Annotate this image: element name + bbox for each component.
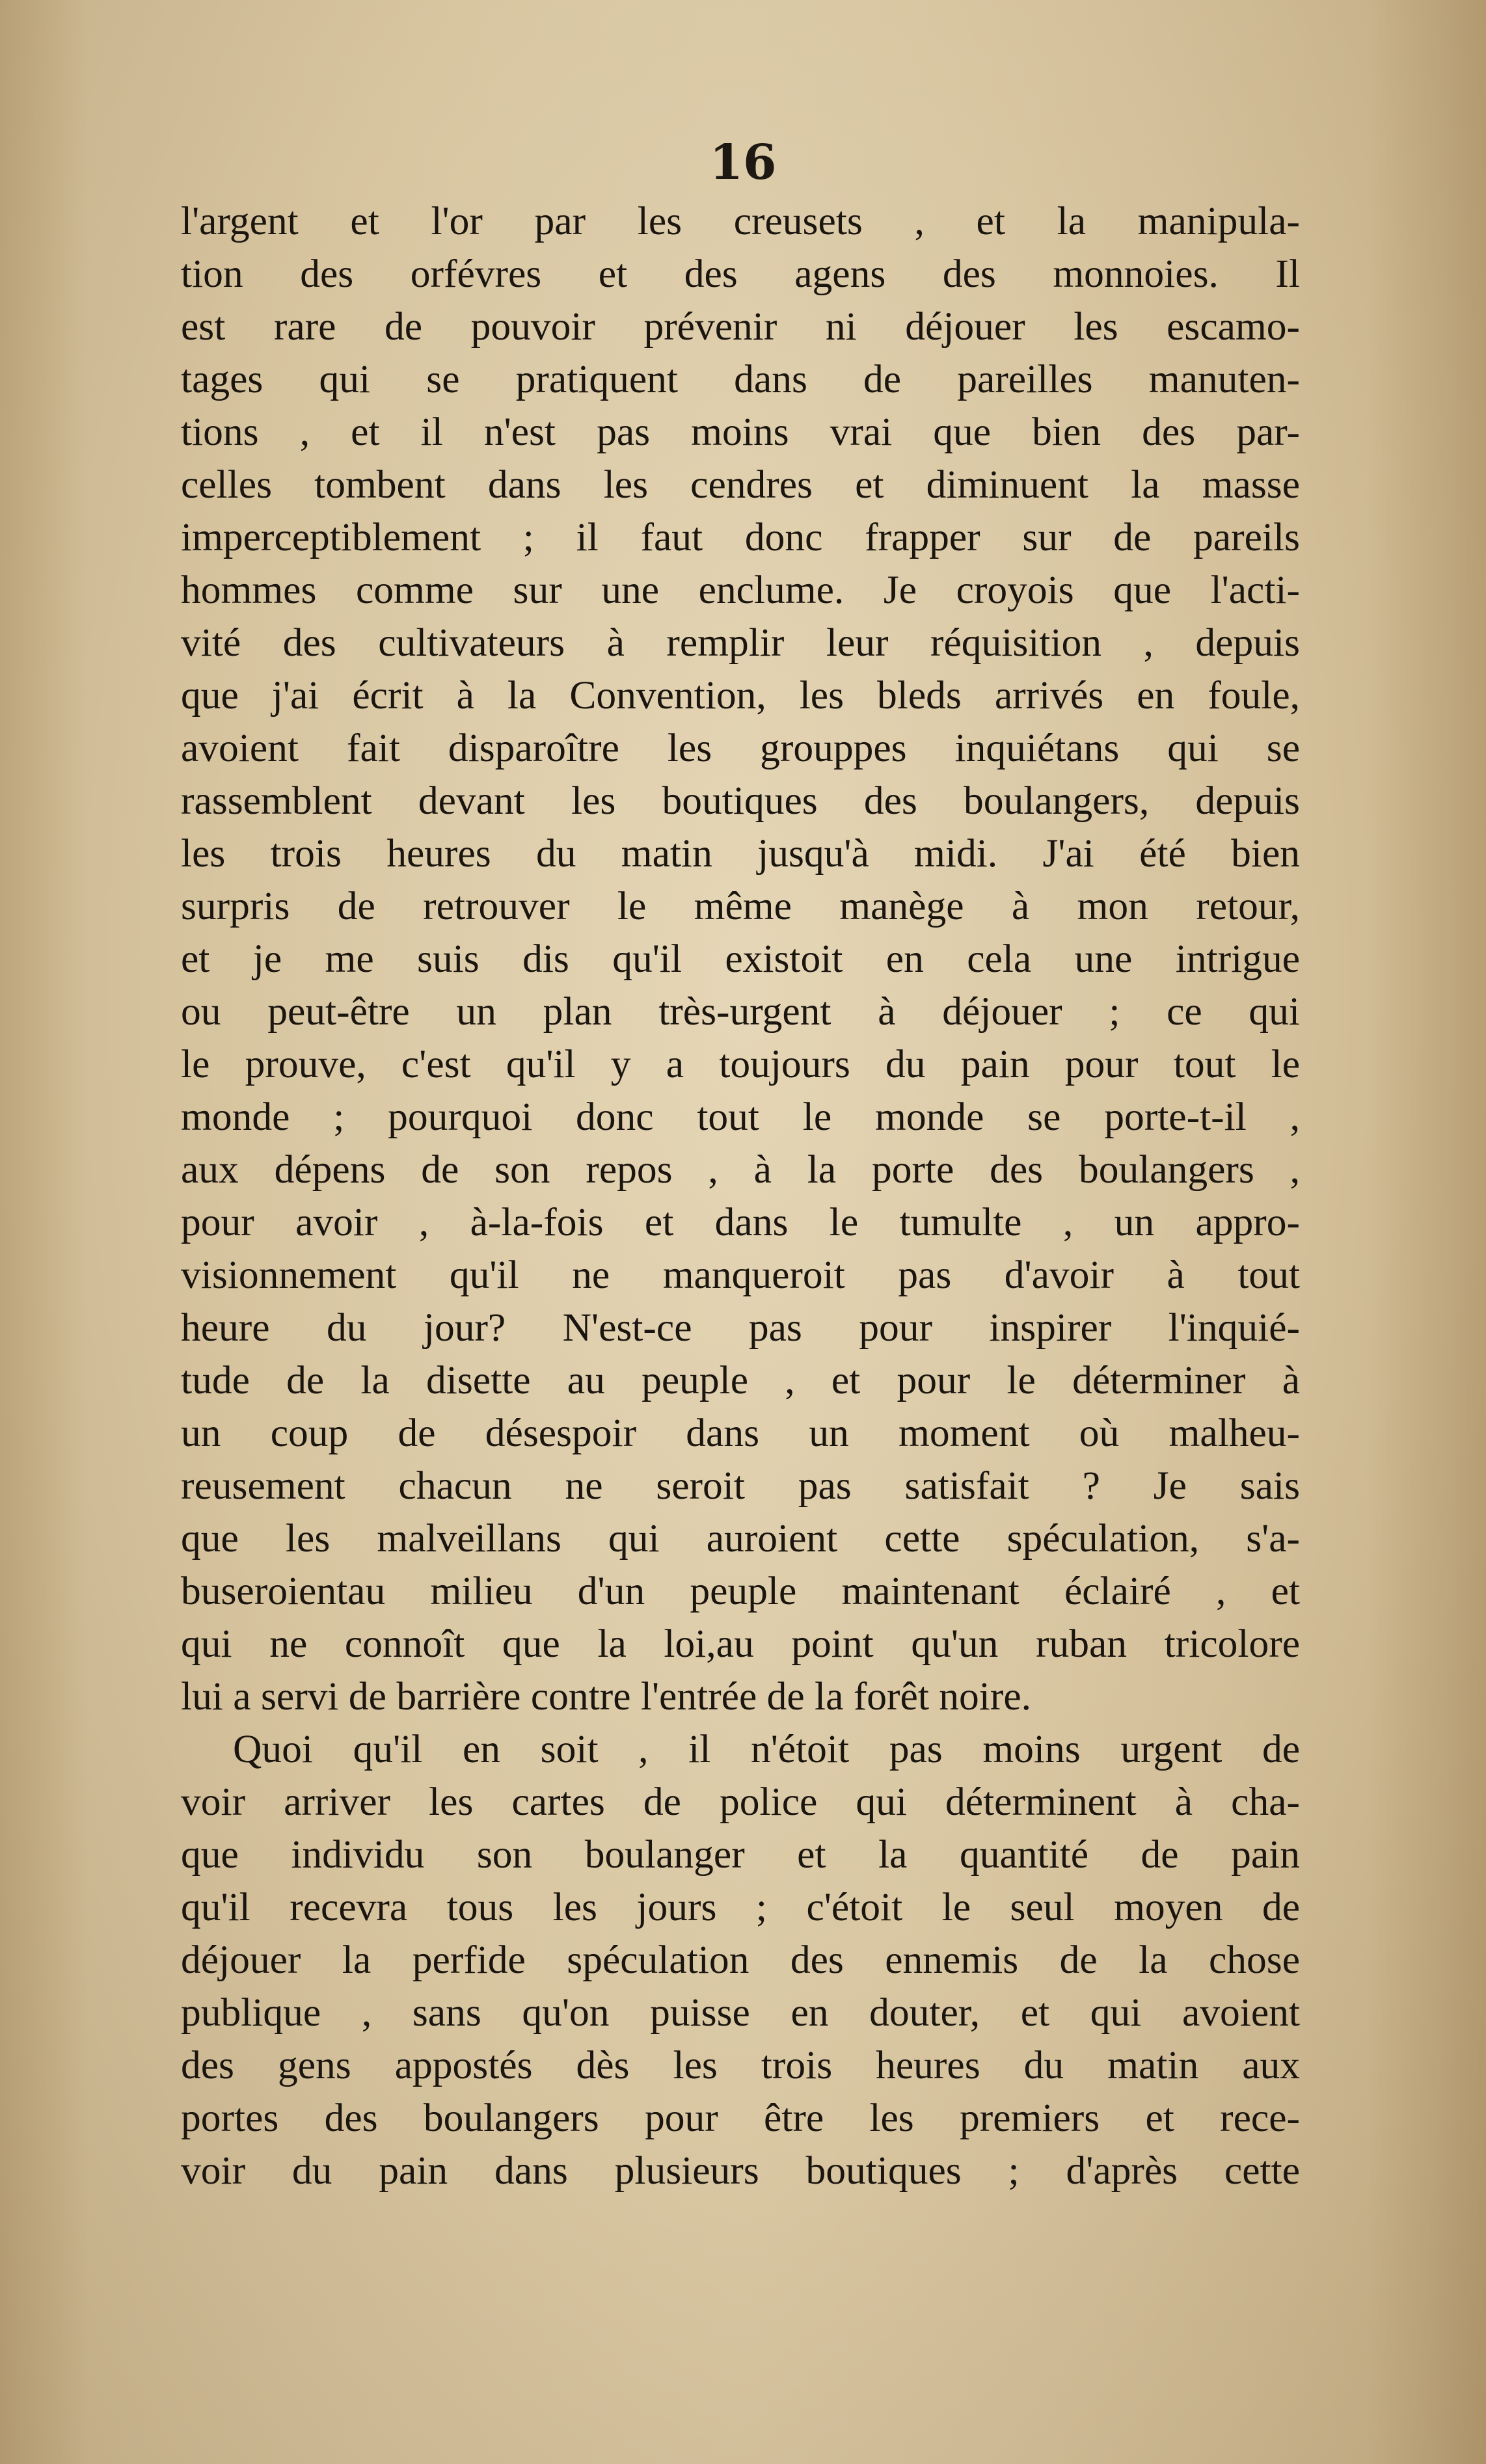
text-line: aux dépens de son repos , à la porte des boulangers , [181, 1147, 1300, 1192]
text-line: est rare de pouvoir prévenir ni déjouer les escamo- [181, 304, 1300, 349]
text-line: déjouer la perfide spéculation des ennemis de la chose [181, 1938, 1300, 1982]
text-line: visionnement qu'il ne manqueroit pas d'avoir à tout [181, 1253, 1300, 1297]
text-line: un coup de désespoir dans un moment où malheu- [181, 1411, 1300, 1455]
text-line: qui ne connoît que la loi,au point qu'un ruban tricolore [181, 1622, 1300, 1666]
text-line: reusement chacun ne seroit pas satisfait ? Je sais [181, 1464, 1300, 1508]
text-line: pour avoir , à-la-fois et dans le tumulte , un appro- [181, 1200, 1300, 1244]
text-line: rassemblent devant les boutiques des boulangers, depuis [181, 779, 1300, 823]
text-line: que individu son boulanger et la quantité de pain [181, 1832, 1300, 1877]
text-line: surpris de retrouver le même manège à mon retour, [181, 884, 1300, 928]
text-line: tion des orfévres et des agens des monnoies. Il [181, 252, 1300, 296]
text-line: portes des boulangers pour être les premiers et rece- [181, 2096, 1300, 2140]
text-line: heure du jour? N'est-ce pas pour inspirer l'inquié- [181, 1306, 1300, 1350]
page-number: 16 [709, 135, 777, 191]
body-text [181, 195, 1300, 2197]
paragraph-start-line: Quoi qu'il en soit , il n'étoit pas moins urgent de [233, 1727, 1300, 1771]
text-line: le prouve, c'est qu'il y a toujours du pain pour tout le [181, 1042, 1300, 1086]
text-line: l'argent et l'or par les creusets , et la manipula- [181, 199, 1300, 243]
text-line: vité des cultivateurs à remplir leur réquisition , depuis [181, 621, 1300, 665]
text-line: tude de la disette au peuple , et pour le déterminer à [181, 1358, 1300, 1402]
text-line: voir arriver les cartes de police qui déterminent à cha- [181, 1780, 1300, 1824]
text-line: tions , et il n'est pas moins vrai que bien des par- [181, 410, 1300, 454]
text-line: les trois heures du matin jusqu'à midi. J'ai été bien [181, 831, 1300, 876]
text-line: qu'il recevra tous les jours ; c'étoit le seul moyen de [181, 1885, 1300, 1929]
text-line: ou peut-être un plan très-urgent à déjouer ; ce qui [181, 989, 1300, 1034]
text-line: voir du pain dans plusieurs boutiques ; d'après cette [181, 2149, 1300, 2193]
text-line: buseroientau milieu d'un peuple maintenant éclairé , et [181, 1569, 1300, 1613]
text-line: avoient fait disparoître les grouppes inquiétans qui se [181, 726, 1300, 770]
paragraph-end-line: lui a servi de barrière contre l'entrée de la forêt noire. [181, 1674, 1032, 1719]
text-line: imperceptiblement ; il faut donc frapper sur de pareils [181, 515, 1300, 559]
text-line: que les malveillans qui auroient cette spéculation, s'a- [181, 1516, 1300, 1560]
text-line: que j'ai écrit à la Convention, les bleds arrivés en foule, [181, 673, 1300, 717]
text-line: hommes comme sur une enclume. Je croyois que l'acti- [181, 568, 1300, 612]
text-line: monde ; pourquoi donc tout le monde se porte-t-il , [181, 1095, 1300, 1139]
text-line: et je me suis dis qu'il existoit en cela une intrigue [181, 937, 1300, 981]
text-line: des gens appostés dès les trois heures du matin aux [181, 2043, 1300, 2087]
text-line: tages qui se pratiquent dans de pareilles manuten- [181, 357, 1300, 401]
text-line: publique , sans qu'on puisse en douter, et qui avoient [181, 1990, 1300, 2035]
text-line: celles tombent dans les cendres et diminuent la masse [181, 462, 1300, 507]
